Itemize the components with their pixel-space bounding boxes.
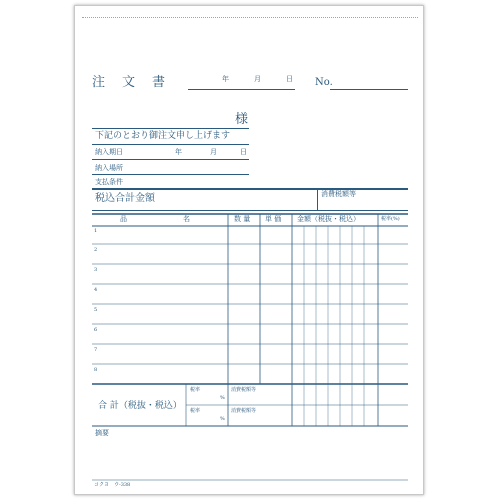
totals-label: 合 計（税抜・税込） (98, 401, 182, 411)
tax-amount-label-1: 消費税額等 (231, 387, 257, 393)
delivery-month: 月 (210, 148, 217, 156)
header-item-name: 品 名 (120, 215, 190, 223)
delivery-place-label: 納入場所 (95, 164, 123, 172)
date-month: 月 (254, 75, 261, 83)
row-number: 8 (94, 367, 98, 373)
date-year: 年 (222, 75, 229, 83)
footer-product-code: コクヨ ウ-338 (94, 482, 131, 488)
delivery-year: 年 (175, 148, 182, 156)
percent-sign-2: % (220, 416, 225, 422)
tax-rate-label-1: 税率 (190, 387, 201, 393)
sama-honorific: 様 (235, 112, 249, 127)
row-number: 5 (94, 307, 98, 313)
remarks-label: 摘要 (95, 429, 109, 437)
form-title: 注 文 書 (92, 75, 168, 90)
intro-text: 下記のとおり御注文申し上げます (95, 131, 231, 141)
total-amount-label: 税込合計金額 (95, 193, 155, 204)
row-number: 7 (94, 347, 98, 353)
row-number: 6 (94, 327, 98, 333)
row-number: 2 (94, 247, 98, 253)
payment-terms-label: 支払条件 (95, 178, 123, 186)
number-label: No. (315, 77, 333, 88)
row-number: 3 (94, 267, 98, 273)
percent-sign-1: % (220, 395, 225, 401)
header-amount: 金額（税抜・税込） (297, 215, 360, 223)
tax-rate-label-2: 税率 (190, 408, 201, 414)
row-number: 1 (94, 228, 98, 234)
tax-amount-label-2: 消費税額等 (231, 408, 257, 414)
delivery-day: 日 (240, 148, 247, 156)
delivery-date-label: 納入期日 (95, 148, 123, 156)
header-unit-price: 単 価 (265, 215, 282, 223)
row-number: 4 (94, 287, 98, 293)
total-tax-label: 消費税額等 (321, 190, 356, 198)
date-day: 日 (286, 75, 293, 83)
header-tax-rate: 税率(%) (381, 216, 400, 222)
header-quantity: 数 量 (234, 215, 251, 223)
